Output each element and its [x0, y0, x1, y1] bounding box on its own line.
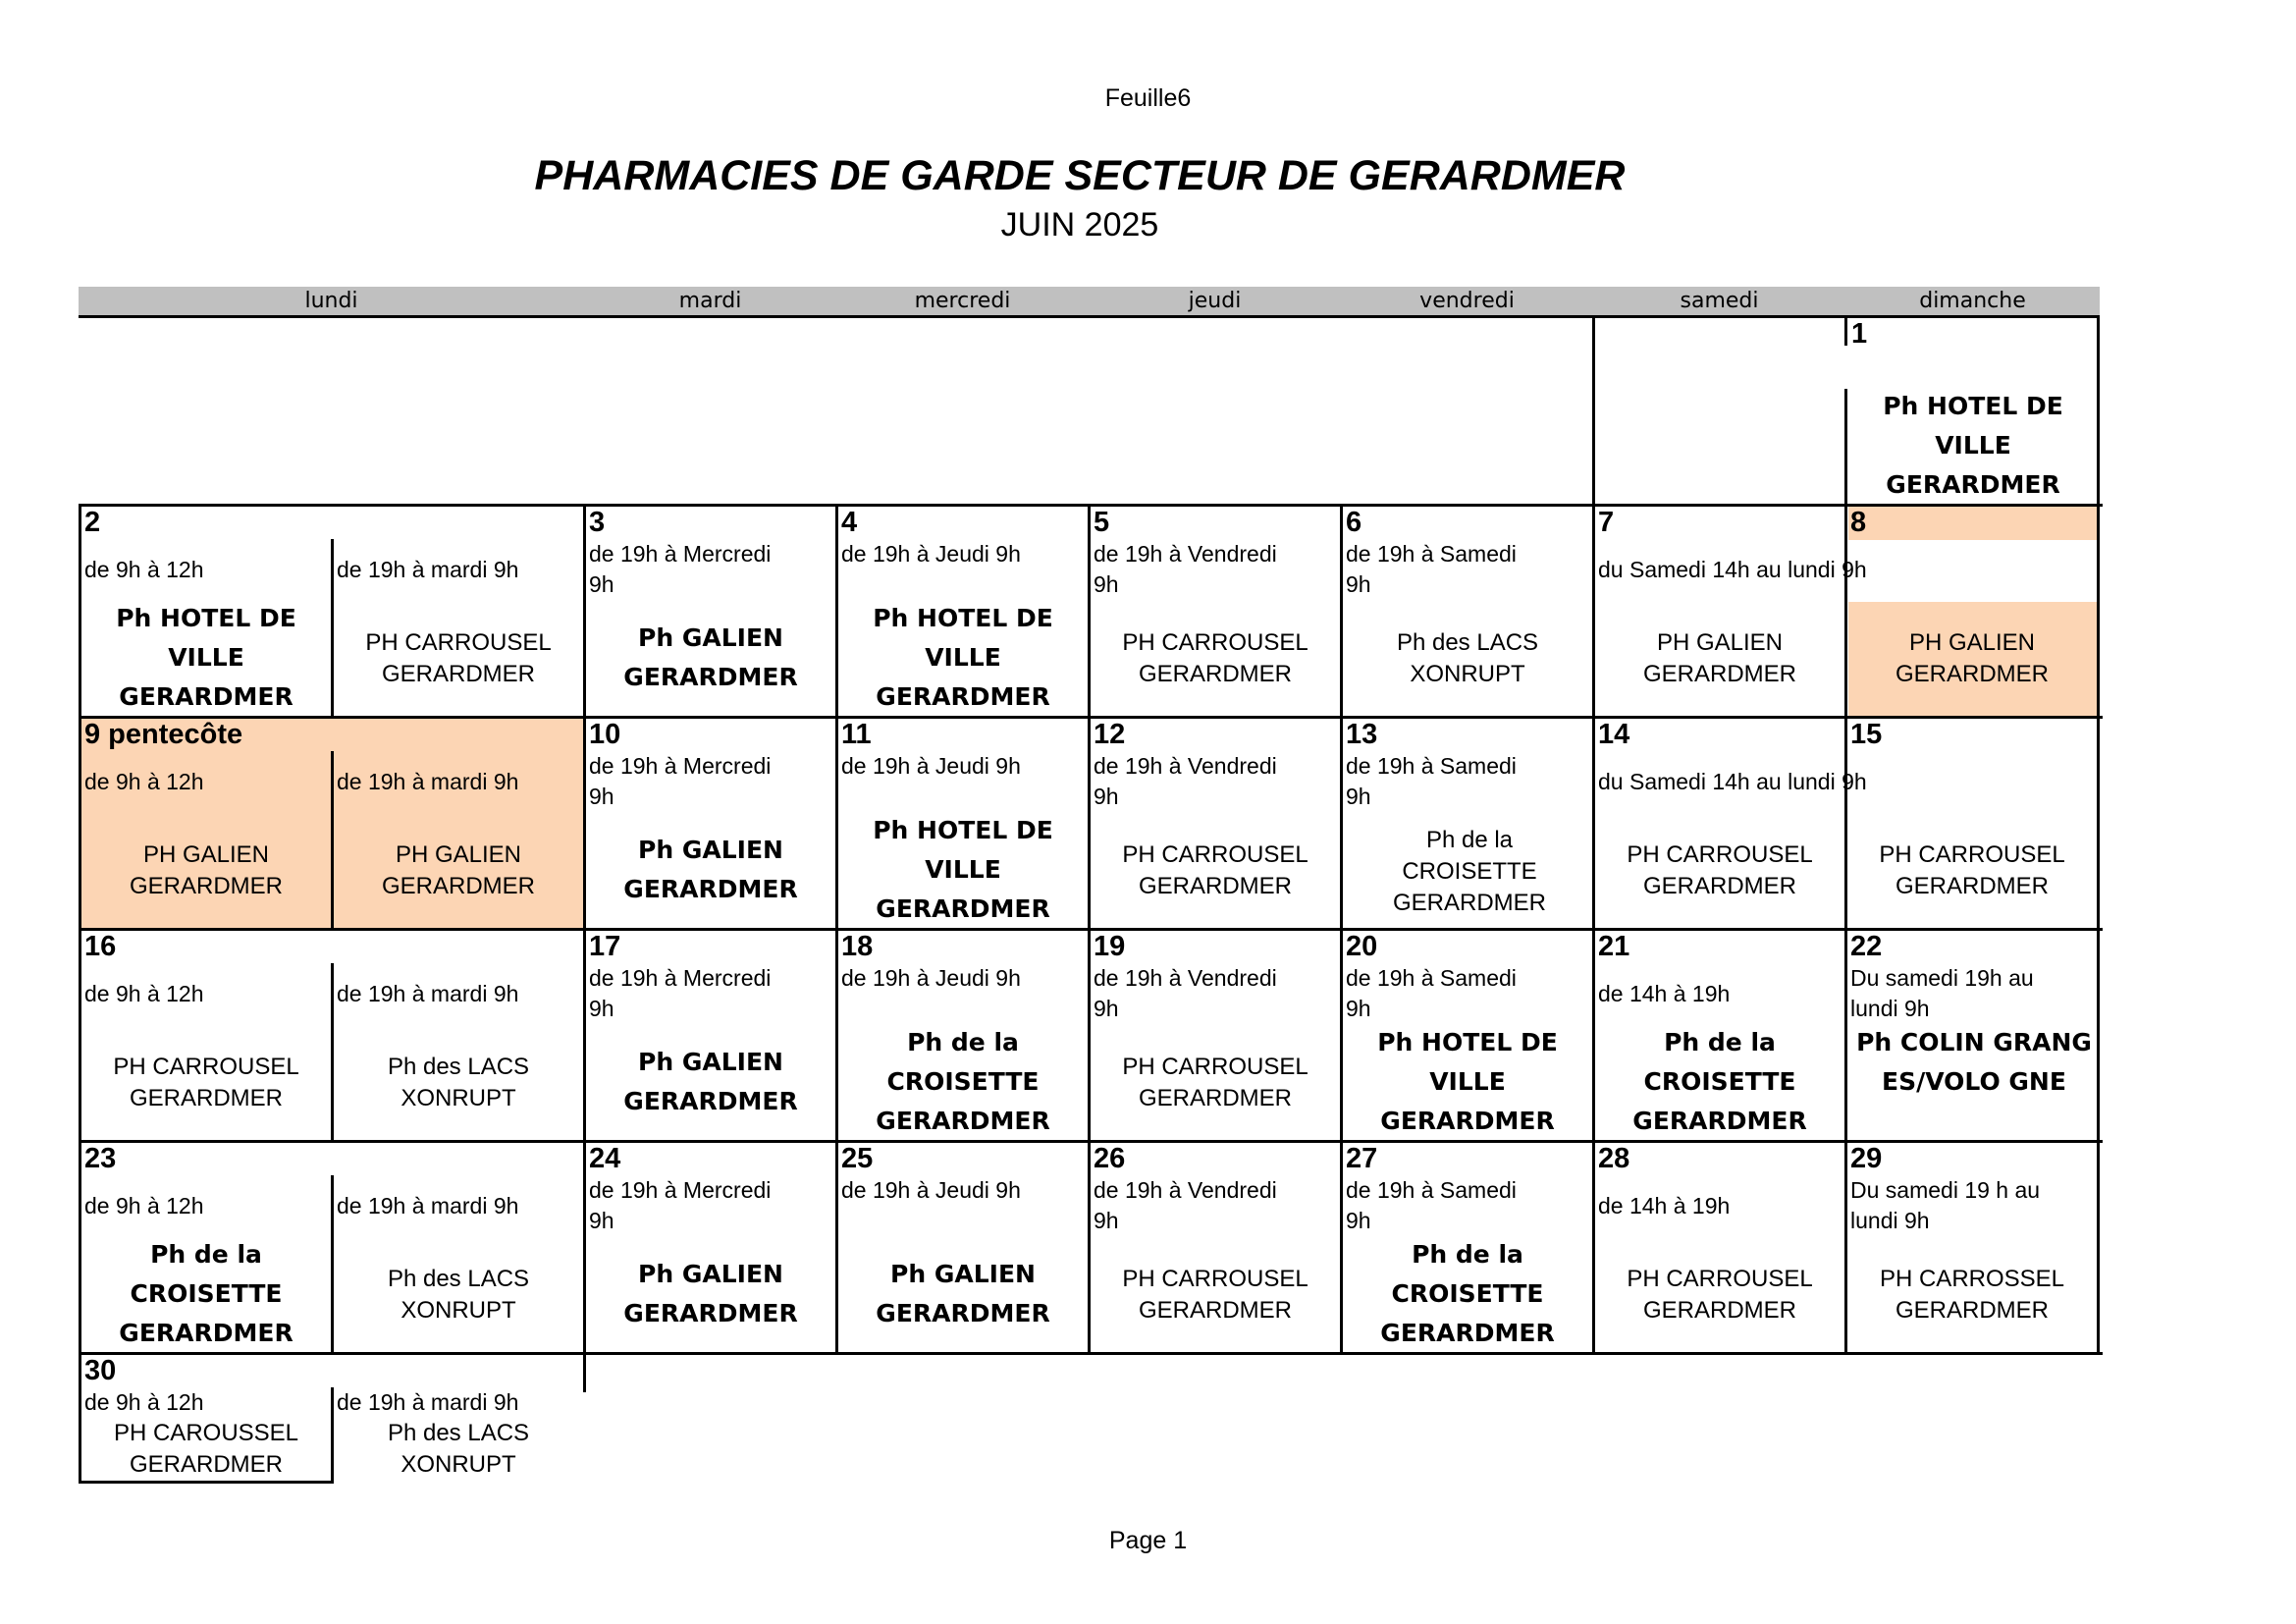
pharmacy-name: PH CARROUSEL GERARDMER	[1122, 629, 1308, 687]
day-number: 15	[1850, 719, 1883, 750]
day-8-num-highlight	[1848, 506, 2100, 540]
duty-hours: de 19h à mardi 9h	[337, 769, 519, 794]
pharmacy-name: Ph HOTEL DE VILLE GERARDMER	[873, 604, 1053, 711]
day-number: 30	[84, 1355, 117, 1386]
duty-hours: de 14h à 19h	[1598, 981, 1731, 1006]
duty-hours: de 19h à Mercredi 9h	[589, 753, 772, 809]
pharmacy-name: Ph des LACS XONRUPT	[1396, 629, 1539, 687]
duty-hours: de 19h à Jeudi 9h	[841, 1177, 1021, 1203]
grid-line	[1340, 504, 1343, 1354]
day-number: 22	[1850, 931, 1883, 962]
duty-hours: du Samedi 14h au lundi 9h	[1598, 769, 1867, 794]
pharmacy-name: Ph de la CROISETTE GERARDMER	[1632, 1028, 1807, 1135]
grid-line	[1844, 504, 1847, 1354]
grid-line	[79, 1352, 2103, 1355]
day-number: 3	[589, 507, 606, 538]
duty-hours: du Samedi 14h au lundi 9h	[1598, 557, 1867, 582]
grid-line	[1844, 316, 1847, 346]
grid-line	[331, 963, 334, 1140]
duty-hours: de 19h à mardi 9h	[337, 1389, 519, 1415]
pharmacy-name: PH CARROUSEL GERARDMER	[1627, 1266, 1813, 1324]
day-number: 26	[1094, 1143, 1126, 1174]
day-number: 4	[841, 507, 858, 538]
day-number: 28	[1598, 1143, 1630, 1174]
pharmacy-name: PH GALIEN GERARDMER	[381, 841, 535, 899]
duty-hours: de 19h à Jeudi 9h	[841, 753, 1021, 779]
pharmacy-name: Ph des LACS XONRUPT	[387, 1054, 530, 1111]
weekday-samedi: samedi	[1680, 289, 1759, 313]
pharmacy-name: PH CARROUSEL GERARDMER	[365, 629, 552, 687]
grid-line	[583, 504, 586, 1392]
day-number: 24	[589, 1143, 621, 1174]
pharmacy-name: Ph GALIEN GERARDMER	[623, 1048, 798, 1115]
duty-hours: de 19h à Mercredi 9h	[589, 541, 772, 597]
pharmacy-name: PH GALIEN GERARDMER	[1895, 629, 2049, 687]
duty-hours: de 19h à Samedi 9h	[1346, 965, 1517, 1021]
day-number: 5	[1094, 507, 1110, 538]
pharmacy-name: Ph GALIEN GERARDMER	[623, 623, 798, 691]
weekday-jeudi: jeudi	[1188, 289, 1242, 313]
duty-hours: Du samedi 19 h au lundi 9h	[1850, 1177, 2041, 1233]
pharmacy-name: PH CARROUSEL GERARDMER	[1627, 841, 1813, 899]
weekday-dimanche: dimanche	[1919, 289, 2026, 313]
day-number: 25	[841, 1143, 874, 1174]
pharmacy-name: Ph COLIN GRANGES/VOLO GNE	[1856, 1028, 2092, 1096]
duty-hours: de 14h à 19h	[1598, 1193, 1731, 1218]
day-number: 14	[1598, 719, 1630, 750]
pharmacy-name: PH CARROUSEL GERARDMER	[1122, 1266, 1308, 1324]
grid-line	[79, 928, 2103, 931]
pharmacy-name: PH CARROUSEL GERARDMER	[1879, 841, 2065, 899]
duty-hours: de 19h à mardi 9h	[337, 1193, 519, 1218]
duty-hours: de 9h à 12h	[84, 769, 204, 794]
pharmacy-name: Ph GALIEN GERARDMER	[876, 1260, 1050, 1327]
page-title: PHARMACIES DE GARDE SECTEUR DE GERARDMER	[534, 152, 1626, 199]
duty-hours: de 19h à Mercredi 9h	[589, 965, 772, 1021]
grid-line	[79, 1481, 334, 1484]
grid-line	[1592, 316, 1595, 1354]
page-footer: Page 1	[1108, 1527, 1188, 1554]
grid-line	[79, 716, 2103, 719]
day-number: 1	[1851, 318, 1868, 350]
day-number: 20	[1346, 931, 1378, 962]
duty-hours: de 9h à 12h	[84, 981, 204, 1006]
pharmacy-name: Ph HOTEL DE VILLE GERARDMER	[873, 816, 1053, 923]
pharmacy-name: PH GALIEN GERARDMER	[1642, 629, 1796, 687]
day-number: 27	[1346, 1143, 1378, 1174]
weekday-header	[79, 287, 2100, 318]
pharmacy-name: PH GALIEN GERARDMER	[129, 841, 283, 899]
duty-hours: de 19h à Vendredi 9h	[1094, 965, 1277, 1021]
day-number: 11	[841, 719, 872, 750]
pharmacy-name: Ph de la CROISETTE GERARDMER	[1392, 827, 1546, 916]
grid-line	[331, 539, 334, 716]
weekday-mardi: mardi	[678, 289, 742, 313]
day-number: 2	[84, 507, 101, 538]
day-number: 10	[589, 719, 621, 750]
weekday-lundi: lundi	[304, 289, 358, 313]
duty-hours: de 19h à Samedi 9h	[1346, 541, 1517, 597]
weekday-mercredi: mercredi	[914, 289, 1011, 313]
grid-line	[835, 504, 838, 1354]
grid-line	[79, 504, 81, 1484]
pharmacy-name: Ph GALIEN GERARDMER	[623, 1260, 798, 1327]
day-number: 17	[589, 931, 621, 962]
pharmacy-name: Ph des LACS XONRUPT	[387, 1420, 530, 1478]
pharmacy-name: Ph de la CROISETTE GERARDMER	[119, 1240, 294, 1347]
pharmacy-name: Ph HOTEL DE VILLE GERARDMER	[1883, 392, 2063, 499]
day-number: 21	[1598, 931, 1630, 962]
page-subtitle: JUIN 2025	[1000, 206, 1159, 244]
pharmacy-name: Ph de la CROISETTE GERARDMER	[876, 1028, 1050, 1135]
grid-line	[1088, 504, 1091, 1354]
duty-hours: de 19h à Vendredi 9h	[1094, 1177, 1277, 1233]
grid-line	[79, 504, 2103, 507]
duty-hours: de 19h à Mercredi 9h	[589, 1177, 772, 1233]
duty-hours: de 9h à 12h	[84, 1389, 204, 1415]
day-number: 29	[1850, 1143, 1883, 1174]
duty-hours: de 19h à Samedi 9h	[1346, 753, 1517, 809]
duty-hours: de 19h à Jeudi 9h	[841, 965, 1021, 991]
pharmacy-name: Ph GALIEN GERARDMER	[623, 836, 798, 903]
duty-hours: de 19h à Jeudi 9h	[841, 541, 1021, 567]
sheet-name: Feuille6	[1104, 84, 1192, 112]
duty-hours: de 9h à 12h	[84, 557, 204, 582]
pharmacy-name: PH CARROSSEL GERARDMER	[1879, 1266, 2065, 1324]
weekday-vendredi: vendredi	[1419, 289, 1515, 313]
pharmacy-name: Ph HOTEL DE VILLE GERARDMER	[1377, 1028, 1558, 1135]
pharmacy-name: Ph de la CROISETTE GERARDMER	[1380, 1240, 1555, 1347]
duty-hours: de 9h à 12h	[84, 1193, 204, 1218]
day-number: 8	[1850, 507, 1867, 538]
pharmacy-name: PH CARROUSEL GERARDMER	[113, 1054, 299, 1111]
day-number: 12	[1094, 719, 1126, 750]
duty-hours: de 19h à Vendredi 9h	[1094, 541, 1277, 597]
duty-hours: de 19h à Vendredi 9h	[1094, 753, 1277, 809]
day-number: 16	[84, 931, 117, 962]
day-number: 6	[1346, 507, 1362, 538]
pharmacy-name: PH CAROUSSEL GERARDMER	[113, 1420, 299, 1478]
pharmacy-name: Ph HOTEL DE VILLE GERARDMER	[116, 604, 296, 711]
duty-hours: de 19h à mardi 9h	[337, 981, 519, 1006]
day-number: 18	[841, 931, 874, 962]
day-number: 9 pentecôte	[84, 719, 243, 750]
pharmacy-name: Ph des LACS XONRUPT	[387, 1266, 530, 1324]
grid-line	[331, 751, 334, 928]
grid-line	[331, 1175, 334, 1352]
day-number: 7	[1598, 507, 1615, 538]
pharmacy-name: PH CARROUSEL GERARDMER	[1122, 841, 1308, 899]
day-number: 19	[1094, 931, 1126, 962]
day-number: 23	[84, 1143, 117, 1174]
duty-hours: de 19h à mardi 9h	[337, 557, 519, 582]
duty-hours: de 19h à Samedi 9h	[1346, 1177, 1517, 1233]
duty-hours: Du samedi 19h au lundi 9h	[1850, 965, 2034, 1021]
day-number: 13	[1346, 719, 1378, 750]
grid-line	[331, 1387, 334, 1484]
pharmacy-name: PH CARROUSEL GERARDMER	[1122, 1054, 1308, 1111]
